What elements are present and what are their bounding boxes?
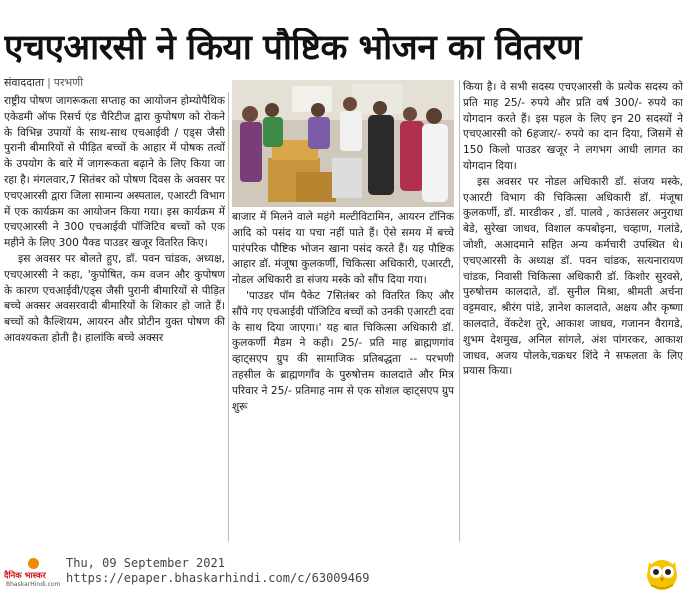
paragraph: राष्ट्रीय पोषण जागरूकता सप्ताह का आयोजन होम्योपैथिक एकेडमी ऑफ रिसर्च एंड चैरिटीज द्वारा कुपोषण को रोकने के विभिन्न उपायों के साथ-साथ एचआईवी / एड्स जैसी पुरानी बीमारियों से पीड़ित बच्चों के आहार में पोषक तत्वों के उपयोग के बारे में जागरूकता बढ़ाने के लिए किया जा रहा है। मंगलवार,7 सितंबर को पोषण दिवस के अवसर पर एचएआरसी द्वारा जिला सामान्य अस्पताल, एआरटी विभाग में एक कार्यक्रम का आयोजन किया गया। इस कार्यक्रम में एचएआरसी ने 300 एचआईवी पॉजिटिव बच्चों को एक महीने के लिए 300 पैक्ड पाउडर खजूर वितरित किए। <box>4 95 225 250</box>
article-column-1 <box>4 94 225 540</box>
brand-subtitle: BhaskarHindi.com <box>6 581 61 588</box>
owl-mascot-icon <box>643 554 681 592</box>
paragraph: 'पाउडर पॉम पैकेट 7सितंबर को वितरित किए और सौंपे गए एचआईवी पॉजिटिव बच्चों को उनकी एआरटी दवा के साथ दिया जाएगा।' यह बात चिकित्सा अधिकारी डॉ. कुलकर्णी मैडम ने कही। 25/- प्रति माह ब्राह्मणगांव व्हाट्सएप ग्रुप की सामाजिक प्रतिबद्धता -- परभणी तहसील के ब्राह्मणगाँव के पुरुषोत्तम कालदाते और मित्र परिवार ने 25/- प्रतिमाह नाम से एक सोशल व्हाट्सएप ग्रुप शुरू <box>232 289 454 413</box>
publish-date: Thu, 09 September 2021 <box>66 556 225 570</box>
byline-label: संवाददाता <box>4 76 45 89</box>
byline: संवाददाता | परभणी <box>4 76 84 89</box>
brand-name: दैनिक भास्कर <box>4 570 46 580</box>
byline-city: परभणी <box>53 76 84 89</box>
news-photo <box>232 80 454 207</box>
paragraph: इस अवसर पर नोडल अधिकारी डॉ. संजय मस्के, एआरटी विभाग की चिकित्सा अधिकारी डॉ. मंजूषा कुलकर्णी, डॉ. मारडीकर , डॉ. पालवे , काउंसलर अनुराधा बेडे, सुरेखा जाधव, विशाल कपबोइना, चव्हाण, गलांडे, जोशी, अआदमाने सहित अन्य कर्मचारी उपस्थित थे।एचएआरसी के अध्यक्ष डॉ. पवन चांडक, सत्यनारायण चांडक, निवासी चिकित्सा अधिकारी डॉ. किशोर सुरवसे, पुरुषोत्तम कालदाते, डॉ. सुनील मिश्रा, श्रीमती अर्चना वट्टमवार, श्रीरंग पांडे, ज्ञानेश कालदाते, अक्षय और कृष्णा कालदाते, वेंकटेश तुरे, आकाश जाधव, गजानन वैरागडे, शुभम देशमुख, अनिल सांगले, अंश पांगरकर, आकाश जाधव, अजय पोलके,चक्रधर शिंदे ने सफलता के लिए प्रयास किया। <box>463 175 683 378</box>
paragraph: बाजार में मिलने वाले महंगे मल्टीविटामिन, आयरन टॉनिक आदि को पसंद या पचा नहीं पाते हैं। ऐसे समय में बच्चे पारंपरिक पौष्टिक भोजन खाना पसंद करते हैं। यह पौष्टिक आहार डॉ. मंजूषा कुलकर्णी, चिकित्सा अधिकारी, एआरटी, नोडल अधिकारी डा संजय मस्के को सौंप दिया गया। <box>232 211 454 287</box>
brand-logo[interactable] <box>4 556 64 586</box>
footer <box>0 548 687 592</box>
paragraph: इस अवसर पर बोलते हुए, डॉ. पवन चांडक, अध्यक्ष, एचएआरसी ने कहा, 'कुपोषित, कम वजन और कुपोषण के कारण एचआईवी/एड्स जैसी पुरानी बीमारियों से पीड़ित बच्चे अक्सर अवसरवादी बीमारियों के शिकार हो जाते हैं। बच्चों को कैल्शियम, आयरन और प्रोटीन युक्त पोषण की आवश्यकता होती है। हालांकि बच्चे अक्सर <box>4 252 225 344</box>
column-divider <box>459 80 460 542</box>
source-url[interactable]: https://epaper.bhaskarhindi.com/c/63009469 <box>66 571 370 585</box>
brand-dot-icon <box>28 558 39 569</box>
article-column-3 <box>463 80 683 540</box>
column-divider <box>228 92 229 542</box>
headline: एचएआरसी ने किया पौष्टिक भोजन का वितरण <box>4 28 582 68</box>
article-column-2 <box>232 210 454 540</box>
paragraph: किया है। वे सभी सदस्य एचएआरसी के प्रत्येक सदस्य को प्रति माह 25/- रुपये और प्रति वर्ष 300/- रुपये का योगदान करते हैं। इस पहल के लिए इन 20 सदस्यों ने एचएआरसी को 6हजार/- रुपये का दान दिया, जिसमें से 150 किलो पाउडर खजूर ने लगभग आधी लागत का योगदान दिया। <box>463 81 683 172</box>
